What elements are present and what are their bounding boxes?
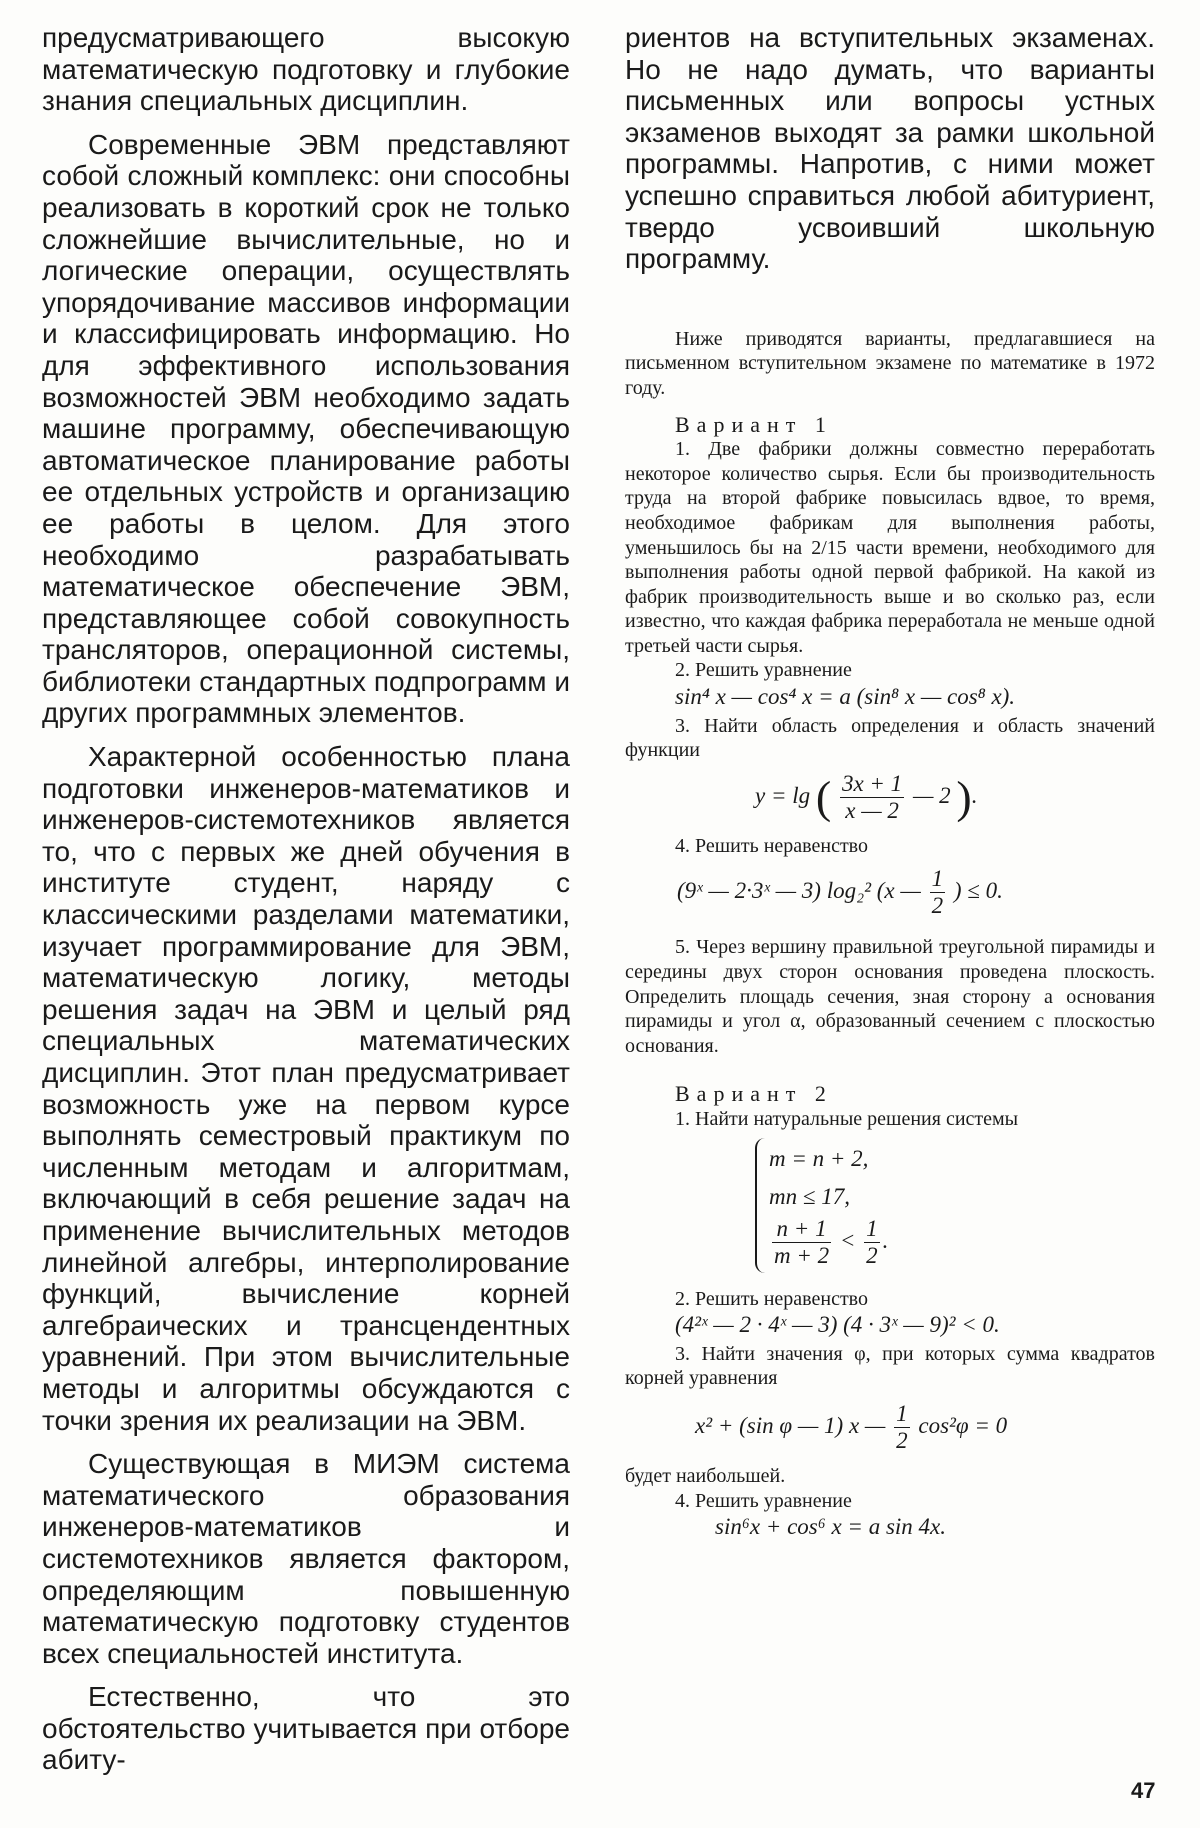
fraction — [930, 866, 946, 919]
task-text: будет наибольшей. — [625, 1464, 786, 1487]
numerator: 1 — [896, 1400, 908, 1426]
formula: (4²ˣ — 2 · 4ˣ — 3) (4 · 3ˣ — 9)² < 0. — [675, 1312, 1000, 1338]
paren-open: ( — [815, 771, 832, 823]
task-text: 3. Найти область определения и область значений функции — [625, 714, 1155, 762]
relation: < — [839, 1227, 856, 1253]
fraction — [840, 771, 904, 824]
paragraph: риентов на вступительных экзаменах. Но не надо думать, что варианты письменных или вопросы устных экзаменов выходят за рамки школьной программы. Напротив, с ними может успешно справиться любой абитуриент, твердо усвоивший школьную программу. — [625, 22, 1155, 275]
task-text: 4. Решить уравнение — [675, 1489, 852, 1512]
paragraph: предусматривающего высокую математическую подготовку и глубокие знания специальных дисциплин. — [42, 22, 570, 117]
variant-title: Вариант 1 — [675, 411, 833, 437]
variant-title: Вариант 2 — [675, 1081, 833, 1107]
task-text: 2. Решить уравнение — [675, 659, 852, 682]
denominator: 2 — [896, 1427, 908, 1453]
paragraph: Естественно, что это обстоятельство учитывается при отборе абиту- — [42, 1681, 570, 1776]
numerator: 3x + 1 — [841, 770, 903, 796]
formula: sin⁶x + cos⁶ x = a sin 4x. — [715, 1514, 946, 1540]
task-text: 1. Найти натуральные решения системы — [675, 1108, 1019, 1130]
system-line: mn ≤ 17, — [769, 1183, 850, 1209]
denominator: 2 — [931, 893, 944, 919]
formula-lhs: y = lg — [755, 782, 811, 808]
formula — [677, 866, 1155, 919]
variant-1 — [625, 413, 1155, 1059]
system-line: m = n + 2, — [769, 1145, 869, 1171]
denominator: m + 2 — [774, 1242, 830, 1268]
paren-close: ) — [956, 771, 972, 823]
numerator: 1 — [931, 866, 944, 892]
paragraph: Современные ЭВМ представляют собой сложный комплекс: они способны реализовать в короткий срок не только сложнейшие вычислительные, но и логические операции, осуществлять упорядочивание массивов информации и классифицировать информацию. Но для эффективного использования возможностей ЭВМ необходимо задать машине программу, обеспечивающую автоматическое планирование работы ее отдельных устройств и организацию ее работы в целом. Для этого необходимо разрабатывать математическое обеспечение ЭВМ, представляющее собой совокупность трансляторов, операционной системы, библиотеки стандартных подпрограмм и других программных элементов. — [42, 128, 570, 729]
task-text: 5. Через вершину правильной треугольной пирамиды и середины двух сторон основания проведена плоскость. Определить площадь сечения, зная сторону a основания пирамиды и угол α, образованный сечением с плоскостью основания. — [625, 936, 1155, 1057]
task-text: 2. Решить неравенство — [675, 1287, 868, 1310]
task-text: 3. Найти значения φ, при которых сумма квадратов корней уравнения — [625, 1342, 1155, 1390]
formula-tail: — 2 — [912, 782, 951, 808]
denominator: 2 — [866, 1242, 878, 1268]
left-column — [42, 22, 570, 1788]
formula-lhs: (9ˣ — 2·3ˣ — 3) log₂² (x — — [677, 878, 921, 904]
fraction — [864, 1216, 880, 1269]
formula — [695, 1401, 1155, 1454]
task-text: 4. Решить неравенство — [675, 834, 868, 857]
page-number: 47 — [1131, 1778, 1156, 1803]
formula: y = lg ( $\frac{3x + 1}{x — 2}$ — 2 ). — [755, 770, 978, 823]
variant-2 — [625, 1082, 1155, 1539]
formula-tail: ) ≤ 0. — [953, 878, 1003, 904]
formula-tail: cos²φ = 0 — [918, 1412, 1008, 1438]
formula: sin⁴ x — cos⁴ x = a (sin⁸ x — cos⁸ x). — [675, 684, 1016, 710]
system-brace — [755, 1138, 888, 1273]
denominator: x — 2 — [845, 797, 899, 823]
fraction — [894, 1401, 910, 1454]
task-text: 1. Две фабрики должны совместно переработать некоторое количество сырья. Если бы производительность труда на второй фабрике повысилась вдвое, то время, необходимое фабрикам для выполнения работы, уменьшилось бы на 2/15 части времени, необходимого для выполнения работы одной первой фабрикой. На какой из фабрик производительность выше и во сколько раз, если известно, что каждая фабрика переработала не меньше одной третьей части сырья. — [625, 438, 1155, 657]
fraction — [772, 1216, 831, 1269]
paragraph: Характерной особенностью плана подготовки инженеров-математиков и инженеров-системотехников является то, что с первых же дней обучения в институте студент, наряду с классическими разделами математики, изучает программирование для ЭВМ, математическую логику, методы решения задач на ЭВМ и целый ряд специальных математических дисциплин. Этот план предусматривает возможность уже на первом курсе выполнять семестровый практикум по численным методам и алгоритмам, включающий в себя решение задач на применение вычислительных методов линейной алгебры, интерполирование функций, вычисление корней алгебраических и трансцендентных уравнений. При этом вычислительные методы и алгоритмы обсуждаются с точки зрения их реализации на ЭВМ. — [42, 741, 570, 1436]
equation-system — [755, 1138, 1155, 1273]
system-line: $\frac{n + 1}{m + 2}$ < $\frac{1}{2}$ . — [774, 1215, 889, 1268]
numerator: 1 — [866, 1215, 878, 1241]
right-column — [625, 22, 1155, 1540]
paragraph: Существующая в МИЭМ система математического образования инженеров-математиков и системотехников является фактором, определяющим повышенную математическую подготовку студентов всех специальностей института. — [42, 1448, 570, 1669]
formula-lhs: x² + (sin φ — 1) x — — [695, 1412, 886, 1438]
intro-paragraph: Ниже приводятся варианты, предлагавшиеся на письменном вступительном экзамене по математике в 1972 году. — [625, 327, 1155, 399]
numerator: n + 1 — [772, 1216, 831, 1243]
